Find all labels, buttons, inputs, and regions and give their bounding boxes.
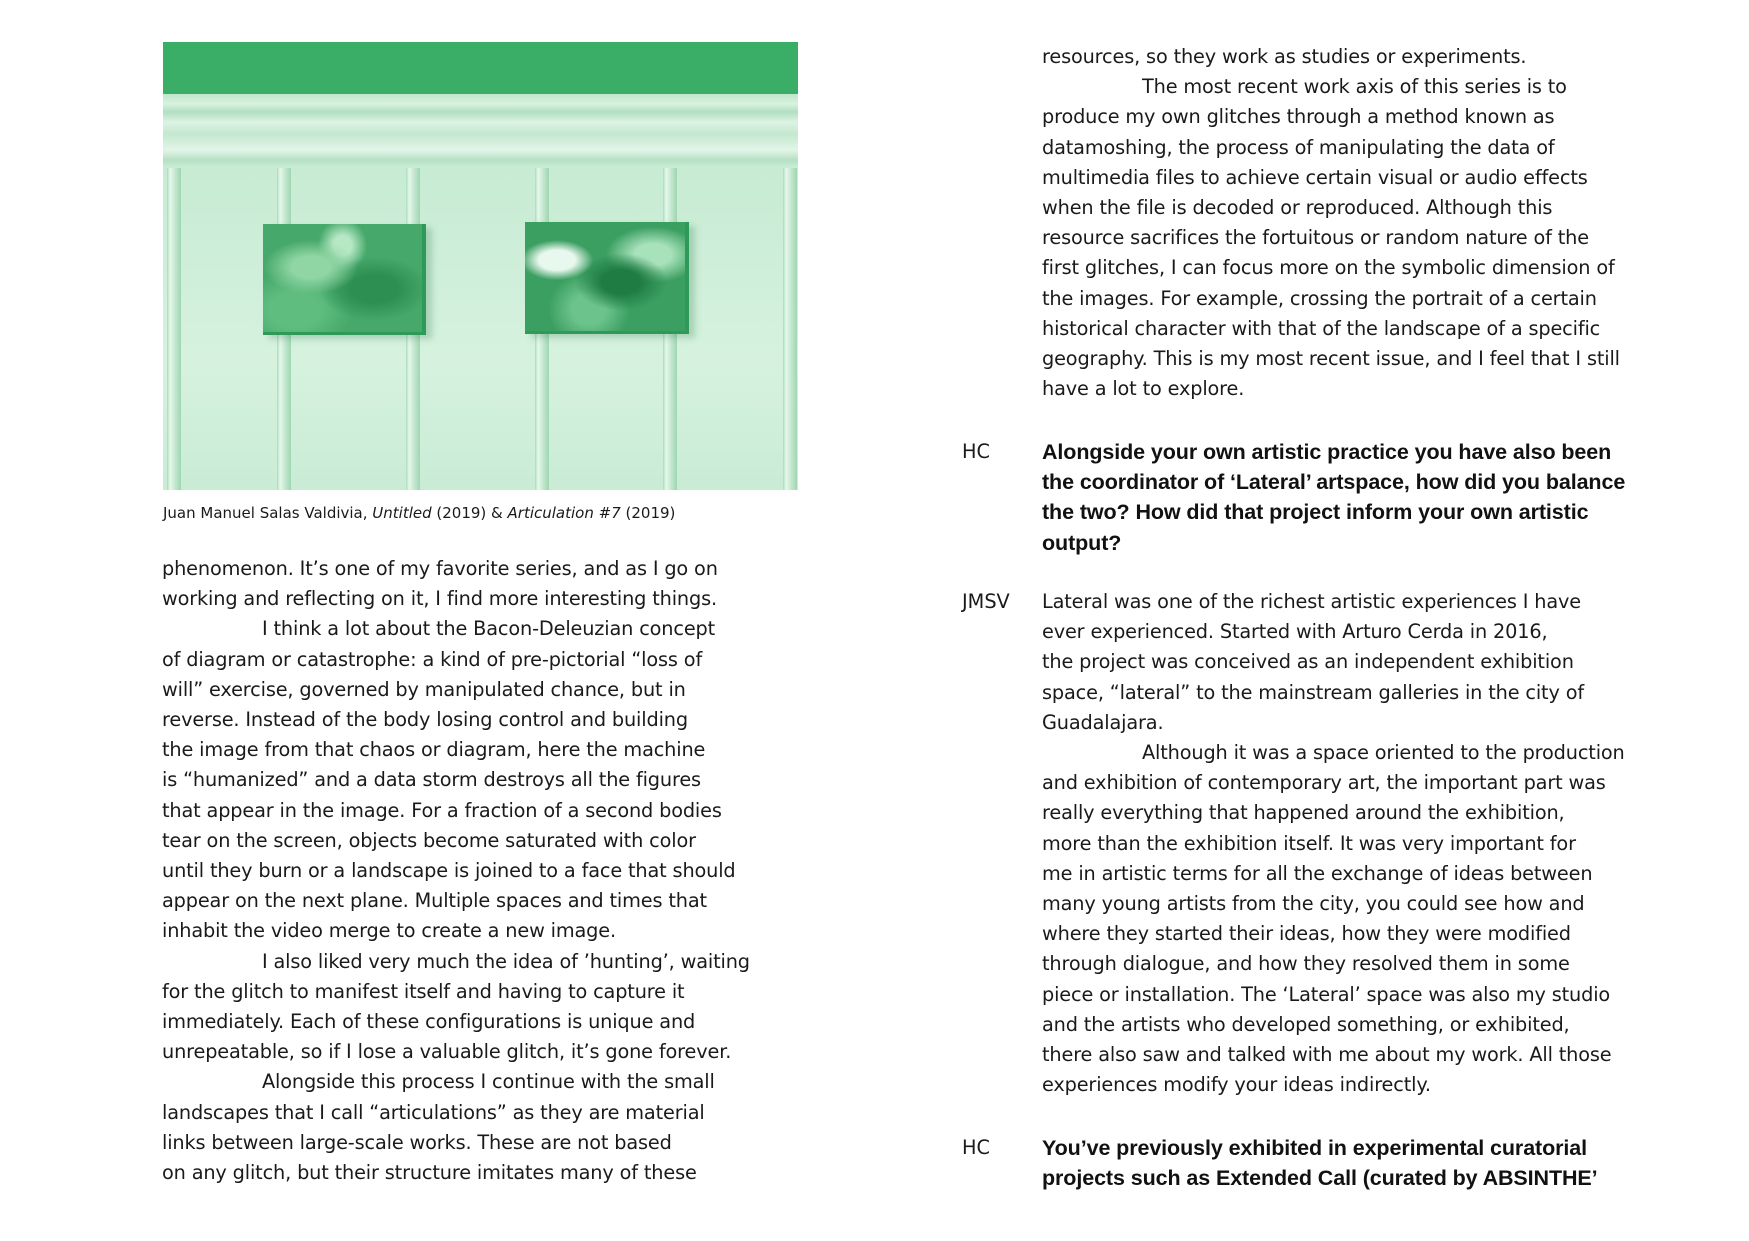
text-line: links between large-scale works. These are not based (162, 1130, 672, 1154)
right-column-intro (1042, 42, 1682, 404)
caption-artist: Juan Manuel Salas Valdivia, (163, 504, 373, 522)
exhibition-photo (163, 42, 798, 490)
text-line: for the glitch to manifest itself and having to capture it (162, 979, 685, 1003)
photo-moulding (163, 94, 798, 168)
text-line: will” exercise, governed by manipulated chance, but in (162, 677, 686, 701)
artwork-untitled (263, 224, 426, 335)
text-line: phenomenon. It’s one of my favorite series, and as I go on (162, 557, 718, 580)
text-line: space, “lateral” to the mainstream galleries in the city of (1042, 680, 1584, 704)
text-line: geography. This is my most recent issue, and I feel that I still (1042, 347, 1620, 371)
text-line: me in artistic terms for all the exchange of ideas between (1042, 861, 1593, 885)
question-line: Alongside your own artistic practice you have also been (1042, 440, 1612, 464)
photo-ceiling (163, 42, 798, 94)
speaker-label-interviewer: HC (962, 440, 990, 463)
speaker-label-interviewer: HC (962, 1136, 990, 1159)
text-line: there also saw and talked with me about my work. All those (1042, 1043, 1612, 1067)
question-line: the coordinator of ‘Lateral’ artspace, how did you balance (1042, 470, 1626, 495)
text-line: resource sacrifices the fortuitous or random nature of the (1042, 226, 1589, 250)
text-line: and the artists who developed something, or exhibited, (1042, 1012, 1570, 1036)
text-line: piece or installation. The ‘Lateral’ space was also my studio (1042, 982, 1611, 1006)
question-line: output? (1042, 530, 1122, 555)
text-line: Alongside this process I continue with the small (262, 1070, 715, 1094)
interview-question (1042, 1133, 1702, 1193)
text-line: resources, so they work as studies or experiments. (1042, 45, 1527, 68)
text-line: Although it was a space oriented to the production (1142, 741, 1625, 765)
text-line: when the file is decoded or reproduced. Although this (1042, 196, 1553, 220)
question-line: You’ve previously exhibited in experimental curatorial (1042, 1136, 1588, 1160)
caption-work-title: Articulation #7 (507, 504, 621, 522)
text-line: that appear in the image. For a fraction of a second bodies (162, 798, 722, 822)
text-line: historical character with that of the landscape of a specific (1042, 316, 1601, 340)
text-line: immediately. Each of these configurations is unique and (162, 1010, 696, 1034)
text-line: multimedia files to achieve certain visual or audio effects (1042, 165, 1588, 189)
text-line: the image from that chaos or diagram, here the machine (162, 738, 706, 762)
question-line: the two? How did that project inform your own artistic (1042, 500, 1589, 525)
text-line: I think a lot about the Bacon-Deleuzian concept (262, 617, 716, 641)
interview-question (1042, 437, 1702, 558)
text-line: really everything that happened around the exhibition, (1042, 801, 1565, 825)
text-line: first glitches, I can focus more on the symbolic dimension of (1042, 256, 1615, 280)
photo-panel-stile (783, 168, 797, 490)
left-column-text (162, 554, 802, 1188)
photo-panel-stile (167, 168, 181, 490)
text-line: The most recent work axis of this series is to (1142, 75, 1567, 99)
text-line: and exhibition of contemporary art, the important part was (1042, 771, 1606, 795)
text-line: until they burn or a landscape is joined to a face that should (162, 859, 736, 883)
text-line: reverse. Instead of the body losing control and building (162, 708, 688, 732)
text-line: of diagram or catastrophe: a kind of pre-pictorial “loss of (162, 647, 703, 671)
text-line: tear on the screen, objects become saturated with color (162, 828, 696, 852)
text-line: produce my own glitches through a method known as (1042, 105, 1555, 129)
text-line: many young artists from the city, you could see how and (1042, 892, 1585, 916)
text-line: experiences modify your ideas indirectly. (1042, 1073, 1431, 1097)
text-line: where they started their ideas, how they were modified (1042, 922, 1571, 946)
text-line: the images. For example, crossing the portrait of a certain (1042, 286, 1597, 310)
text-line: Lateral was one of the richest artistic experiences I have (1042, 590, 1581, 613)
text-line: datamoshing, the process of manipulating the data of (1042, 135, 1555, 159)
photo-caption (163, 504, 803, 522)
text-line: more than the exhibition itself. It was very important for (1042, 831, 1576, 855)
caption-year: (2019) & (431, 504, 508, 522)
question-line: projects such as Extended Call (curated by ABSINTHE’ (1042, 1166, 1598, 1191)
text-line: working and reflecting on it, I find more interesting things. (162, 587, 717, 611)
text-line: I also liked very much the idea of ’hunting’, waiting (262, 949, 750, 973)
interview-answer (1042, 587, 1702, 1100)
text-line: unrepeatable, so if I lose a valuable glitch, it’s gone forever. (162, 1040, 732, 1064)
text-line: have a lot to explore. (1042, 377, 1245, 401)
photo-wall (163, 168, 798, 490)
caption-work-title: Untitled (372, 504, 432, 522)
speaker-label-artist: JMSV (962, 590, 1010, 613)
caption-year: (2019) (620, 504, 676, 522)
text-line: is “humanized” and a data storm destroys all the figures (162, 768, 701, 792)
text-line: the project was conceived as an independent exhibition (1042, 650, 1574, 674)
text-line: inhabit the video merge to create a new image. (162, 919, 616, 943)
text-line: landscapes that I call “articulations” as they are material (162, 1100, 705, 1124)
artwork-articulation-7 (525, 222, 689, 334)
text-line: on any glitch, but their structure imitates many of these (162, 1161, 697, 1185)
text-line: through dialogue, and how they resolved them in some (1042, 952, 1570, 976)
text-line: Guadalajara. (1042, 710, 1164, 734)
text-line: appear on the next plane. Multiple spaces and times that (162, 889, 707, 913)
text-line: ever experienced. Started with Arturo Cerda in 2016, (1042, 620, 1548, 644)
